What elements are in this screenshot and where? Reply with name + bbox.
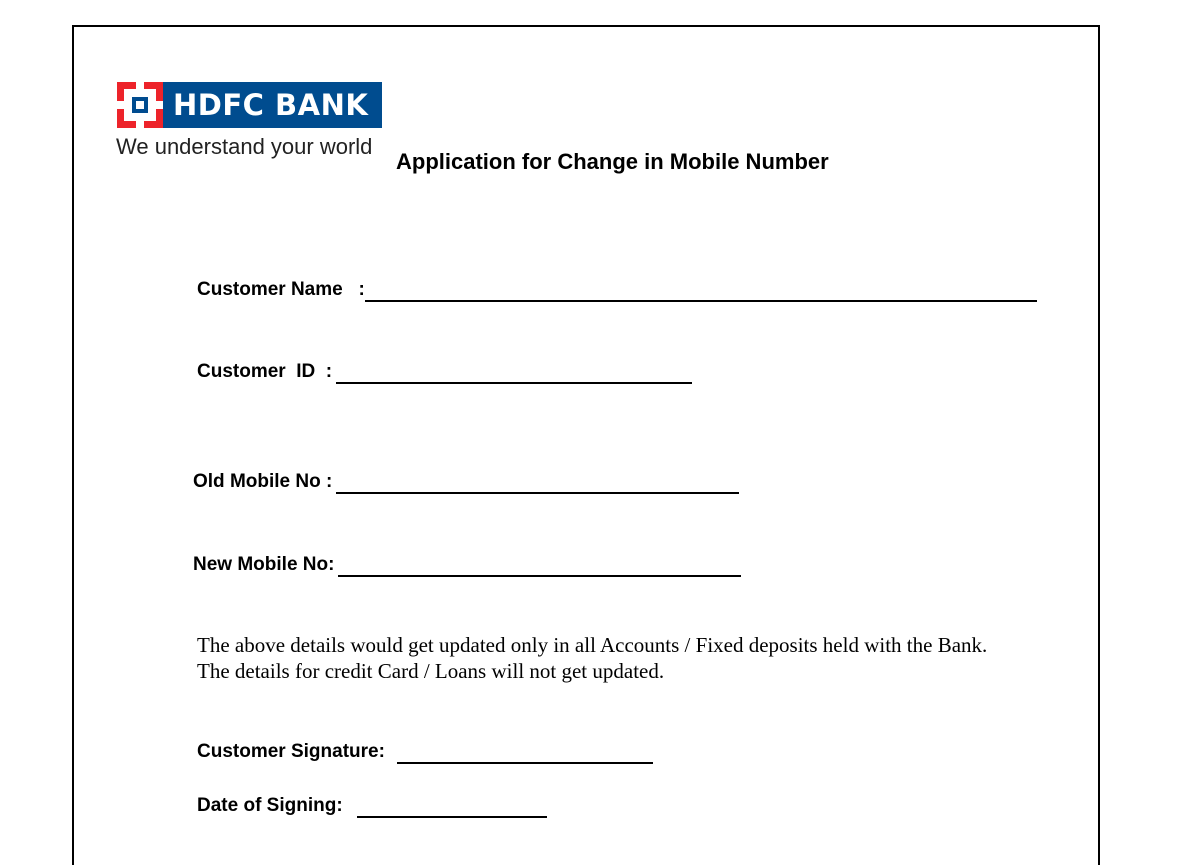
customer-id-label: Customer ID : [197, 361, 333, 382]
date-of-signing-field[interactable] [197, 794, 547, 818]
hdfc-bank-logo [117, 82, 382, 128]
customer-signature-label: Customer Signature: [197, 741, 385, 762]
tagline: We understand your world [116, 134, 373, 159]
old-mobile-field[interactable] [193, 470, 739, 494]
customer-id-blank[interactable] [336, 362, 692, 384]
disclaimer-note: The above details would get updated only in all Accounts / Fixed deposits held with the Bank. The details for credit Card / Loans will not get updated. [197, 633, 988, 683]
date-of-signing-blank[interactable] [357, 796, 547, 818]
customer-signature-blank[interactable] [397, 742, 653, 764]
new-mobile-blank[interactable] [338, 555, 741, 577]
old-mobile-label: Old Mobile No : [193, 471, 333, 492]
old-mobile-blank[interactable] [336, 472, 739, 494]
customer-id-field[interactable] [197, 360, 692, 384]
hdfc-logo-mark-icon [117, 82, 163, 128]
customer-signature-field[interactable] [197, 740, 653, 764]
date-of-signing-label: Date of Signing: [197, 795, 343, 816]
customer-name-label: Customer Name : [197, 279, 365, 300]
logo-text: HDFC BANK [173, 88, 369, 122]
customer-name-field[interactable] [197, 278, 1037, 302]
new-mobile-label: New Mobile No: [193, 554, 335, 575]
customer-name-blank[interactable] [365, 280, 1037, 302]
new-mobile-field[interactable] [193, 553, 741, 577]
page-title: Application for Change in Mobile Number [396, 149, 829, 174]
